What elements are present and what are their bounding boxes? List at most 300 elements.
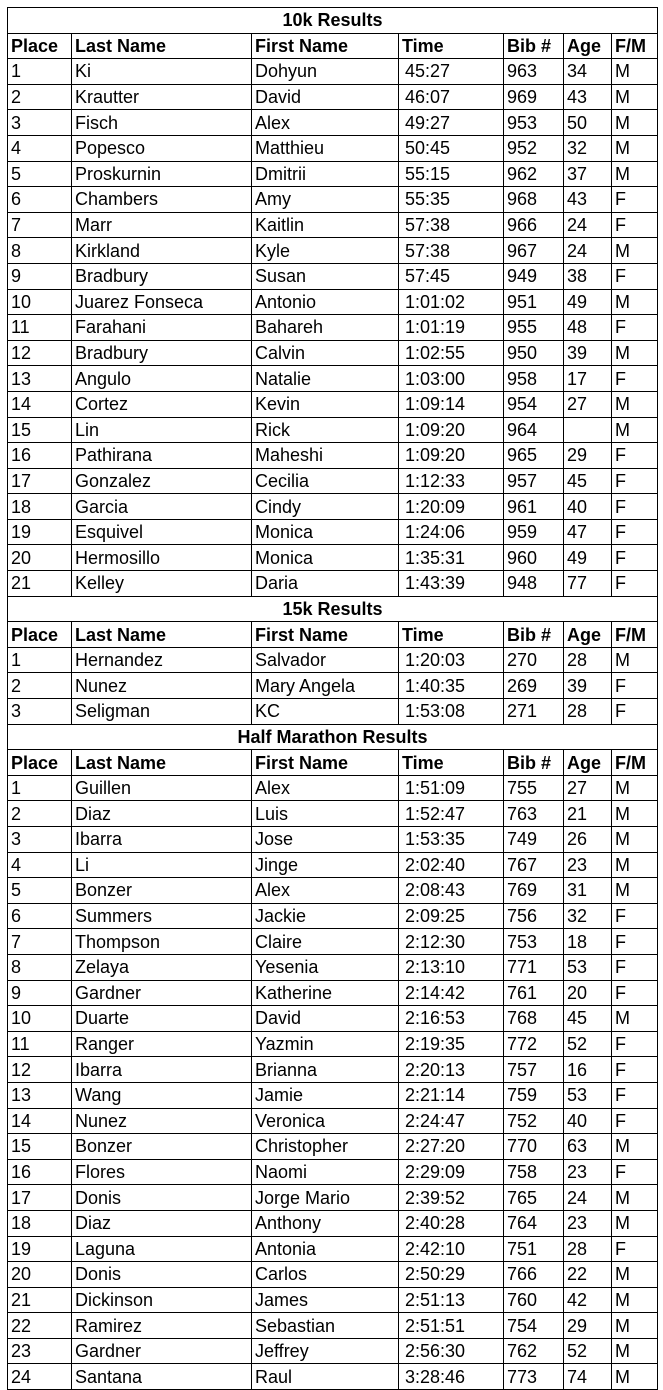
cell-age: 28 (564, 699, 612, 725)
cell-time: 2:39:52 (399, 1185, 504, 1211)
section-title: 10k Results (8, 8, 658, 34)
cell-bib: 969 (504, 84, 564, 110)
results-body (8, 8, 658, 1390)
cell-bib: 766 (504, 1262, 564, 1288)
cell-place: 23 (8, 1338, 72, 1364)
cell-gender: M (612, 647, 658, 673)
cell-age: 27 (564, 775, 612, 801)
cell-place: 20 (8, 545, 72, 571)
cell-last-name: Hermosillo (72, 545, 252, 571)
cell-bib: 759 (504, 1082, 564, 1108)
cell-place: 8 (8, 238, 72, 264)
table-row (8, 647, 658, 673)
results-table (7, 7, 658, 1390)
cell-place: 11 (8, 315, 72, 341)
cell-last-name: Santana (72, 1364, 252, 1390)
cell-gender: F (612, 929, 658, 955)
cell-age: 20 (564, 980, 612, 1006)
cell-gender: F (612, 263, 658, 289)
cell-bib: 758 (504, 1159, 564, 1185)
cell-time: 46:07 (399, 84, 504, 110)
column-header-last-name: Last Name (72, 33, 252, 59)
cell-place: 13 (8, 1082, 72, 1108)
table-row (8, 571, 658, 597)
cell-age: 74 (564, 1364, 612, 1390)
cell-time: 49:27 (399, 110, 504, 136)
cell-place: 2 (8, 673, 72, 699)
cell-time: 1:01:19 (399, 315, 504, 341)
cell-last-name: Ranger (72, 1031, 252, 1057)
table-row (8, 1287, 658, 1313)
column-header-place: Place (8, 622, 72, 648)
cell-time: 3:28:46 (399, 1364, 504, 1390)
cell-time: 2:16:53 (399, 1006, 504, 1032)
cell-last-name: Fisch (72, 110, 252, 136)
cell-place: 2 (8, 84, 72, 110)
cell-age: 53 (564, 1082, 612, 1108)
table-row (8, 801, 658, 827)
cell-place: 19 (8, 1236, 72, 1262)
cell-bib: 951 (504, 289, 564, 315)
cell-last-name: Seligman (72, 699, 252, 725)
cell-place: 6 (8, 187, 72, 213)
cell-bib: 270 (504, 647, 564, 673)
column-header-age: Age (564, 33, 612, 59)
cell-gender: F (612, 699, 658, 725)
cell-place: 14 (8, 1108, 72, 1134)
section-title: 15k Results (8, 596, 658, 622)
cell-place: 18 (8, 1210, 72, 1236)
cell-bib: 773 (504, 1364, 564, 1390)
cell-place: 5 (8, 878, 72, 904)
cell-age: 63 (564, 1134, 612, 1160)
column-header-row (8, 33, 658, 59)
cell-last-name: Hernandez (72, 647, 252, 673)
cell-gender: M (612, 110, 658, 136)
cell-time: 2:29:09 (399, 1159, 504, 1185)
column-header-place: Place (8, 750, 72, 776)
cell-last-name: Duarte (72, 1006, 252, 1032)
cell-gender: M (612, 84, 658, 110)
cell-bib: 963 (504, 59, 564, 85)
section-title: Half Marathon Results (8, 724, 658, 750)
table-row (8, 980, 658, 1006)
cell-time: 1:12:33 (399, 468, 504, 494)
cell-time: 2:51:51 (399, 1313, 504, 1339)
table-row (8, 59, 658, 85)
cell-place: 18 (8, 494, 72, 520)
cell-place: 4 (8, 135, 72, 161)
cell-first-name: David (252, 84, 399, 110)
cell-age: 37 (564, 161, 612, 187)
cell-place: 3 (8, 699, 72, 725)
cell-time: 1:52:47 (399, 801, 504, 827)
table-row (8, 699, 658, 725)
cell-bib: 952 (504, 135, 564, 161)
section-title-row (8, 8, 658, 34)
table-row (8, 1313, 658, 1339)
cell-place: 13 (8, 366, 72, 392)
cell-first-name: James (252, 1287, 399, 1313)
cell-bib: 968 (504, 187, 564, 213)
cell-place: 7 (8, 929, 72, 955)
cell-first-name: Bahareh (252, 315, 399, 341)
cell-gender: M (612, 801, 658, 827)
cell-last-name: Nunez (72, 673, 252, 699)
cell-time: 1:53:08 (399, 699, 504, 725)
cell-gender: M (612, 1287, 658, 1313)
column-header-bib: Bib # (504, 750, 564, 776)
cell-gender: M (612, 1134, 658, 1160)
cell-first-name: Alex (252, 775, 399, 801)
cell-bib: 954 (504, 391, 564, 417)
cell-time: 1:01:02 (399, 289, 504, 315)
cell-place: 12 (8, 1057, 72, 1083)
cell-first-name: Yazmin (252, 1031, 399, 1057)
cell-place: 17 (8, 1185, 72, 1211)
cell-place: 6 (8, 903, 72, 929)
cell-time: 2:51:13 (399, 1287, 504, 1313)
cell-last-name: Juarez Fonseca (72, 289, 252, 315)
cell-place: 22 (8, 1313, 72, 1339)
table-row (8, 494, 658, 520)
table-row (8, 673, 658, 699)
table-row (8, 110, 658, 136)
cell-first-name: Jeffrey (252, 1338, 399, 1364)
column-header-last-name: Last Name (72, 622, 252, 648)
cell-last-name: Kirkland (72, 238, 252, 264)
table-row (8, 852, 658, 878)
table-row (8, 468, 658, 494)
cell-last-name: Garcia (72, 494, 252, 520)
cell-gender: F (612, 571, 658, 597)
cell-time: 1:20:03 (399, 647, 504, 673)
cell-bib: 966 (504, 212, 564, 238)
table-row (8, 545, 658, 571)
cell-age: 28 (564, 1236, 612, 1262)
cell-place: 15 (8, 1134, 72, 1160)
cell-age: 29 (564, 443, 612, 469)
column-header-age: Age (564, 622, 612, 648)
cell-first-name: Sebastian (252, 1313, 399, 1339)
cell-last-name: Diaz (72, 801, 252, 827)
cell-first-name: Natalie (252, 366, 399, 392)
cell-last-name: Ibarra (72, 827, 252, 853)
table-row (8, 1057, 658, 1083)
cell-place: 3 (8, 827, 72, 853)
cell-age: 48 (564, 315, 612, 341)
cell-bib: 755 (504, 775, 564, 801)
cell-time: 2:14:42 (399, 980, 504, 1006)
cell-first-name: Jorge Mario (252, 1185, 399, 1211)
cell-first-name: Kevin (252, 391, 399, 417)
cell-last-name: Kelley (72, 571, 252, 597)
cell-last-name: Zelaya (72, 954, 252, 980)
cell-gender: M (612, 878, 658, 904)
cell-last-name: Ramirez (72, 1313, 252, 1339)
cell-gender: F (612, 1159, 658, 1185)
cell-gender: F (612, 1031, 658, 1057)
cell-last-name: Pathirana (72, 443, 252, 469)
cell-age: 23 (564, 852, 612, 878)
table-row (8, 1108, 658, 1134)
table-row (8, 1134, 658, 1160)
cell-age: 52 (564, 1031, 612, 1057)
cell-place: 17 (8, 468, 72, 494)
cell-gender: F (612, 519, 658, 545)
cell-gender: M (612, 135, 658, 161)
column-header-row (8, 750, 658, 776)
cell-bib: 771 (504, 954, 564, 980)
cell-time: 57:45 (399, 263, 504, 289)
cell-gender: M (612, 775, 658, 801)
cell-gender: M (612, 1338, 658, 1364)
cell-place: 16 (8, 443, 72, 469)
cell-gender: F (612, 954, 658, 980)
cell-first-name: Monica (252, 519, 399, 545)
cell-first-name: Brianna (252, 1057, 399, 1083)
cell-time: 45:27 (399, 59, 504, 85)
cell-time: 55:35 (399, 187, 504, 213)
cell-age: 32 (564, 903, 612, 929)
cell-time: 1:35:31 (399, 545, 504, 571)
cell-time: 1:43:39 (399, 571, 504, 597)
cell-gender: M (612, 417, 658, 443)
cell-time: 1:40:35 (399, 673, 504, 699)
cell-last-name: Gardner (72, 980, 252, 1006)
column-header-time: Time (399, 33, 504, 59)
table-row (8, 366, 658, 392)
cell-first-name: Matthieu (252, 135, 399, 161)
cell-bib: 965 (504, 443, 564, 469)
cell-time: 1:09:20 (399, 417, 504, 443)
cell-place: 1 (8, 59, 72, 85)
cell-age: 28 (564, 647, 612, 673)
cell-place: 9 (8, 980, 72, 1006)
cell-bib: 756 (504, 903, 564, 929)
cell-gender: F (612, 468, 658, 494)
cell-time: 1:02:55 (399, 340, 504, 366)
cell-age: 23 (564, 1210, 612, 1236)
cell-bib: 950 (504, 340, 564, 366)
table-row (8, 263, 658, 289)
column-header-age: Age (564, 750, 612, 776)
column-header-time: Time (399, 622, 504, 648)
cell-bib: 763 (504, 801, 564, 827)
cell-place: 24 (8, 1364, 72, 1390)
column-header-gender: F/M (612, 33, 658, 59)
cell-time: 57:38 (399, 212, 504, 238)
cell-time: 2:40:28 (399, 1210, 504, 1236)
cell-age: 49 (564, 289, 612, 315)
cell-age: 40 (564, 494, 612, 520)
cell-time: 2:19:35 (399, 1031, 504, 1057)
cell-gender: M (612, 289, 658, 315)
cell-gender: F (612, 903, 658, 929)
cell-last-name: Popesco (72, 135, 252, 161)
column-header-time: Time (399, 750, 504, 776)
table-row (8, 187, 658, 213)
cell-last-name: Thompson (72, 929, 252, 955)
table-row (8, 161, 658, 187)
cell-last-name: Ibarra (72, 1057, 252, 1083)
table-row (8, 443, 658, 469)
column-header-first-name: First Name (252, 622, 399, 648)
cell-first-name: Jinge (252, 852, 399, 878)
cell-time: 2:09:25 (399, 903, 504, 929)
cell-first-name: Monica (252, 545, 399, 571)
cell-first-name: Naomi (252, 1159, 399, 1185)
cell-bib: 757 (504, 1057, 564, 1083)
cell-last-name: Lin (72, 417, 252, 443)
cell-time: 50:45 (399, 135, 504, 161)
cell-gender: M (612, 852, 658, 878)
cell-gender: F (612, 545, 658, 571)
cell-gender: M (612, 238, 658, 264)
column-header-bib: Bib # (504, 622, 564, 648)
cell-last-name: Diaz (72, 1210, 252, 1236)
cell-first-name: Kyle (252, 238, 399, 264)
cell-place: 20 (8, 1262, 72, 1288)
cell-bib: 753 (504, 929, 564, 955)
cell-time: 2:21:14 (399, 1082, 504, 1108)
table-row (8, 1185, 658, 1211)
cell-last-name: Li (72, 852, 252, 878)
cell-first-name: Anthony (252, 1210, 399, 1236)
cell-time: 1:51:09 (399, 775, 504, 801)
table-row (8, 903, 658, 929)
cell-place: 10 (8, 289, 72, 315)
cell-last-name: Dickinson (72, 1287, 252, 1313)
cell-bib: 767 (504, 852, 564, 878)
table-row (8, 1006, 658, 1032)
cell-first-name: KC (252, 699, 399, 725)
cell-first-name: Alex (252, 878, 399, 904)
cell-bib: 764 (504, 1210, 564, 1236)
cell-bib: 761 (504, 980, 564, 1006)
cell-gender: F (612, 315, 658, 341)
cell-last-name: Gardner (72, 1338, 252, 1364)
cell-time: 2:20:13 (399, 1057, 504, 1083)
cell-age: 17 (564, 366, 612, 392)
cell-age: 42 (564, 1287, 612, 1313)
table-row (8, 827, 658, 853)
cell-first-name: Veronica (252, 1108, 399, 1134)
cell-last-name: Bonzer (72, 878, 252, 904)
cell-gender: F (612, 212, 658, 238)
cell-place: 7 (8, 212, 72, 238)
cell-gender: F (612, 1108, 658, 1134)
cell-age: 47 (564, 519, 612, 545)
cell-last-name: Laguna (72, 1236, 252, 1262)
table-row (8, 954, 658, 980)
cell-bib: 961 (504, 494, 564, 520)
cell-gender: F (612, 187, 658, 213)
cell-last-name: Bonzer (72, 1134, 252, 1160)
table-row (8, 238, 658, 264)
cell-bib: 772 (504, 1031, 564, 1057)
cell-age: 32 (564, 135, 612, 161)
cell-age: 45 (564, 468, 612, 494)
cell-place: 1 (8, 775, 72, 801)
cell-bib: 765 (504, 1185, 564, 1211)
cell-age: 27 (564, 391, 612, 417)
cell-gender: F (612, 494, 658, 520)
cell-bib: 964 (504, 417, 564, 443)
cell-last-name: Summers (72, 903, 252, 929)
cell-first-name: Jamie (252, 1082, 399, 1108)
cell-first-name: Antonia (252, 1236, 399, 1262)
cell-first-name: David (252, 1006, 399, 1032)
table-row (8, 1364, 658, 1390)
cell-place: 2 (8, 801, 72, 827)
cell-age: 45 (564, 1006, 612, 1032)
cell-gender: F (612, 1082, 658, 1108)
cell-age: 39 (564, 673, 612, 699)
cell-time: 1:09:20 (399, 443, 504, 469)
cell-time: 2:42:10 (399, 1236, 504, 1262)
table-row (8, 1159, 658, 1185)
table-row (8, 340, 658, 366)
cell-bib: 754 (504, 1313, 564, 1339)
cell-last-name: Gonzalez (72, 468, 252, 494)
cell-first-name: Cindy (252, 494, 399, 520)
column-header-gender: F/M (612, 750, 658, 776)
cell-first-name: Kaitlin (252, 212, 399, 238)
section-title-row (8, 724, 658, 750)
table-row (8, 391, 658, 417)
cell-bib: 957 (504, 468, 564, 494)
cell-bib: 770 (504, 1134, 564, 1160)
cell-first-name: Katherine (252, 980, 399, 1006)
cell-first-name: Alex (252, 110, 399, 136)
cell-place: 9 (8, 263, 72, 289)
cell-age: 52 (564, 1338, 612, 1364)
cell-age: 49 (564, 545, 612, 571)
cell-place: 4 (8, 852, 72, 878)
table-row (8, 1082, 658, 1108)
cell-time: 1:20:09 (399, 494, 504, 520)
cell-bib: 769 (504, 878, 564, 904)
cell-age: 43 (564, 84, 612, 110)
cell-time: 2:56:30 (399, 1338, 504, 1364)
table-row (8, 519, 658, 545)
cell-time: 1:03:00 (399, 366, 504, 392)
cell-place: 21 (8, 1287, 72, 1313)
cell-first-name: Salvador (252, 647, 399, 673)
cell-first-name: Amy (252, 187, 399, 213)
column-header-last-name: Last Name (72, 750, 252, 776)
cell-age: 24 (564, 238, 612, 264)
cell-age: 22 (564, 1262, 612, 1288)
cell-gender: M (612, 1006, 658, 1032)
cell-place: 8 (8, 954, 72, 980)
cell-time: 2:02:40 (399, 852, 504, 878)
cell-time: 1:24:06 (399, 519, 504, 545)
cell-place: 1 (8, 647, 72, 673)
cell-bib: 768 (504, 1006, 564, 1032)
cell-gender: M (612, 340, 658, 366)
cell-gender: F (612, 443, 658, 469)
table-row (8, 417, 658, 443)
cell-bib: 271 (504, 699, 564, 725)
cell-last-name: Proskurnin (72, 161, 252, 187)
cell-place: 11 (8, 1031, 72, 1057)
cell-last-name: Esquivel (72, 519, 252, 545)
cell-last-name: Flores (72, 1159, 252, 1185)
cell-age: 24 (564, 1185, 612, 1211)
table-row (8, 775, 658, 801)
